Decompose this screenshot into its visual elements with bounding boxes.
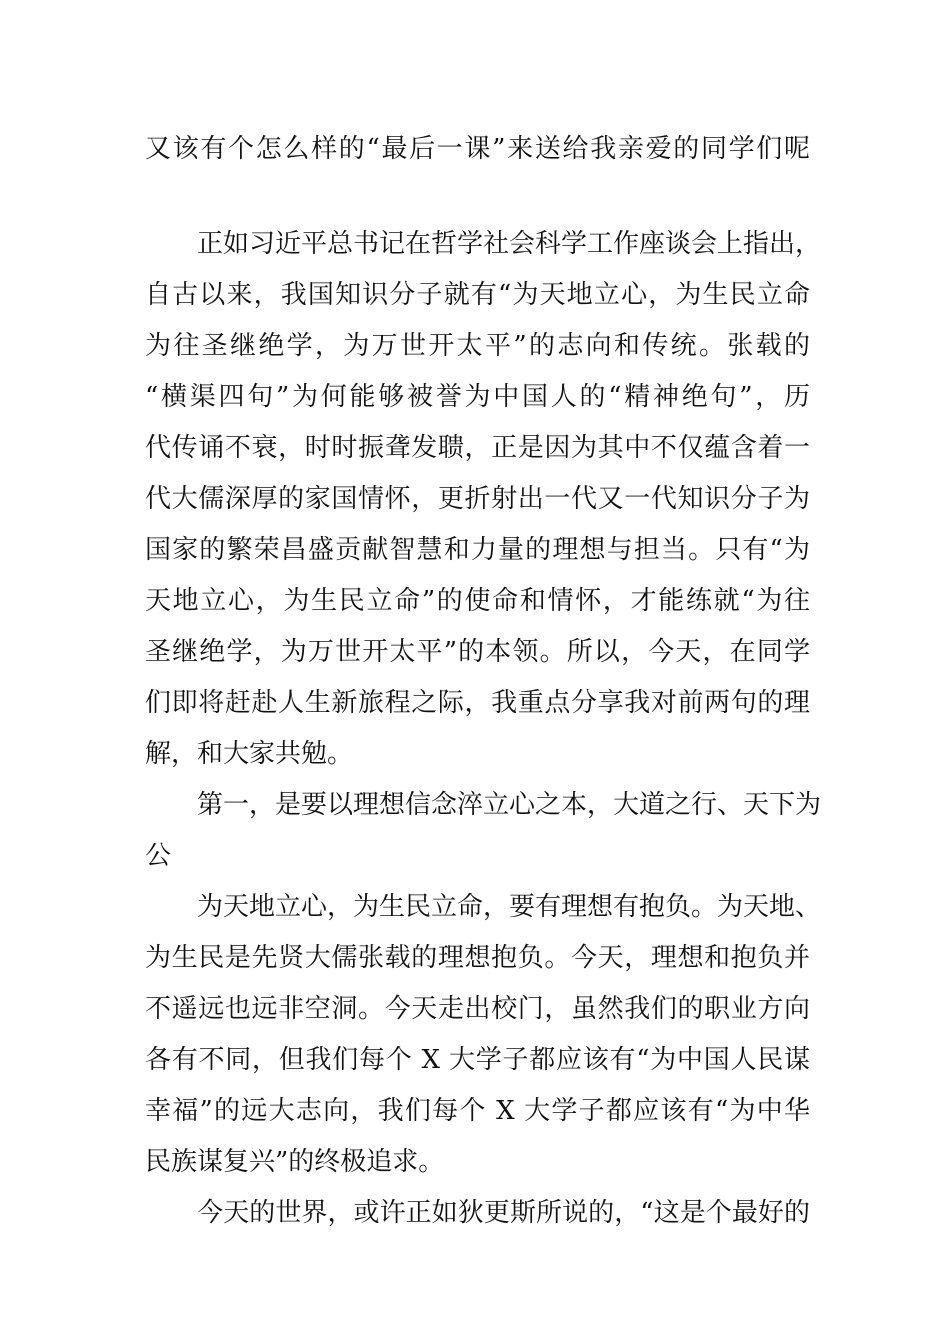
text-line: 代传诵不衰，时时振聋发聩，正是因为其中不仅蕴含着一	[145, 433, 810, 463]
text-line: 天地立心，为生民立命”的使命和情怀，才能练就“为往	[145, 586, 810, 616]
section-heading-line: 第一，是要以理想信念淬立心之本，大道之行、天下为	[145, 790, 822, 820]
text-line: 国家的繁荣昌盛贡献智慧和力量的理想与担当。只有“为	[145, 535, 810, 565]
text-line: “横渠四句”为何能够被誉为中国人的“精神绝句”，历	[145, 382, 810, 412]
text-line: 为天地立心，为生民立命，要有理想有抱负。为天地、	[145, 892, 822, 922]
text-line: 解，和大家共勉。	[145, 739, 354, 769]
text-line: 自古以来，我国知识分子就有“为天地立心，为生民立命	[145, 280, 810, 310]
text-line: 为生民是先贤大儒张载的理想抱负。今天，理想和抱负并	[145, 943, 810, 973]
text-line: 幸福”的远大志向，我们每个 X 大学子都应该有“为中华	[145, 1096, 810, 1126]
section-heading-line: 公	[145, 841, 172, 871]
text-line: 圣继绝学，为万世开太平”的本领。所以，今天，在同学	[145, 637, 810, 667]
text-line: 又该有个怎么样的“最后一课”来送给我亲爱的同学们呢	[145, 134, 810, 164]
text-line: 代大儒深厚的家国情怀，更折射出一代又一代知识分子为	[145, 484, 810, 514]
text-line: 不遥远也远非空洞。今天走出校门，虽然我们的职业方向	[145, 994, 810, 1024]
text-line: 们即将赶赴人生新旅程之际，我重点分享我对前两句的理	[145, 688, 810, 718]
document-page	[145, 124, 822, 1239]
text-line: 为往圣继绝学，为万世开太平”的志向和传统。张载的	[145, 331, 810, 361]
text-line: 今天的世界，或许正如狄更斯所说的，“这是个最好的	[145, 1198, 810, 1228]
text-line: 各有不同，但我们每个 X 大学子都应该有“为中国人民谋	[145, 1045, 810, 1075]
paragraph-gap	[145, 175, 810, 219]
text-line: 正如习近平总书记在哲学社会科学工作座谈会上指出，	[145, 229, 822, 259]
text-line: 民族谋复兴”的终极追求。	[145, 1147, 445, 1177]
